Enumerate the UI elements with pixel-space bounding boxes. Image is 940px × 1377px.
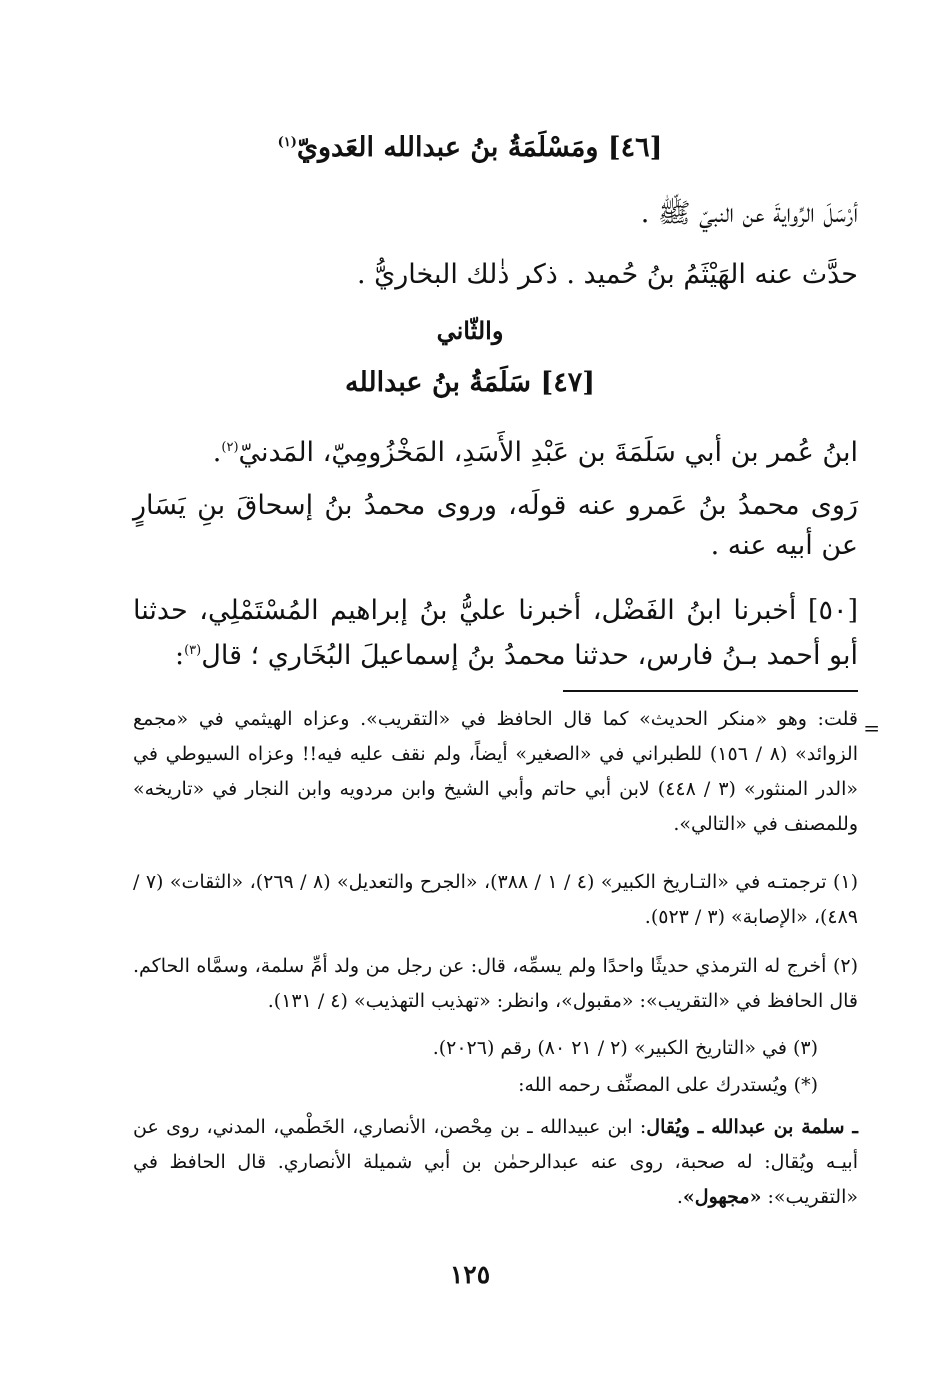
footnote-continuation-marker: = — [863, 716, 880, 740]
narration-50-text: [٥٠] أخبرنا ابنُ الفَضْل، أخبرنا عليُّ بنُ إبراهيم المُسْتَمْلِي، حدثنا أبو أحمد بـنُ فارس، حدثنا محمدُ بنُ إسماعيلَ البُخَاري ؛ قال — [133, 595, 858, 671]
footnote-1: (١) ترجمتـه في «التـاريخ الكبير» (٤ / ١ / ٣٨٨)، «الجرح والتعديل» (٨ / ٢٦٩)، «الثقات» (٧ / ٤٨٩)، «الإصابة» (٣ / ٥٢٣). — [133, 871, 859, 928]
footnote-2: (٢) أخرج له الترمذي حديثًا واحدًا ولم يسمِّه، قال: عن رجل من ولد أمِّ سلمة، وسمَّاه الحاكم. قال الحافظ في «التقريب»: «مقبول»، وانظر: «تهذيب التهذيب» (٤ / ١٣١). — [133, 955, 858, 1012]
footnote-ref-1: (١) — [277, 135, 297, 150]
entry-47-lineage: ابنُ عُمر بن أبي سَلَمَةَ بن عَبْدِ الأَسَدِ، المَخْزُومِيّ، المَدنيّ — [238, 437, 858, 468]
entry-47-line-end: . — [212, 437, 222, 468]
addendum-entry — [133, 1110, 858, 1215]
page-number: ١٢٥ — [449, 1260, 491, 1289]
entry-46-title: [٤٦] ومَسْلَمَةُ بنُ عبدالله العَدويّ — [296, 132, 663, 163]
addendum-entry-text: : ابن عبيدالله ـ بن مِحْصن، الأنصاري، الخَطْمي، المدني، روى عن أبيـه ويُقال: له صحبة، روى عنه عبدالرحمٰن بن أبي شميلة الأنصاري. قال الحافظ في «التقريب»: — [133, 1116, 858, 1208]
footnote-continuation: قلت: وهو «منكر الحديث» كما قال الحافظ في «التقريب». وعزاه الهيثمي في «مجمع الزوائد» (٨ / ١٥٦) للطبراني في «الصغير» أيضاً، ولم نقف عليه فيه!! وعزاه السيوطي في «الدر المنثور» (٣ / ٤٤٨) لابن أبي حاتم وأبي الشيخ وابن مردويه وابن النجار في «تاريخه» وللمصنف في «التالي». — [133, 708, 859, 835]
addendum-entry-grade: «مجهول» — [682, 1186, 762, 1208]
narration-50-end: : — [174, 640, 185, 671]
addendum-note: (*) ويُستدرك على المصنِّف رحمه الله: — [518, 1074, 818, 1096]
entry-47-heading: [٤٧] سَلَمَةُ بنُ عبدالله — [344, 367, 596, 398]
addendum-entry-end: . — [676, 1186, 683, 1208]
entry-46-line-1: أرْسَلَ الرِّوايةَ عن النبيّ ﷺ . — [640, 198, 858, 229]
entry-46-heading — [0, 132, 940, 163]
entry-46-line-2: حدَّث عنه الهَيْثَمُ بنُ حُميد . ذكر ذٰلك البخاريُّ . — [356, 259, 858, 290]
footnote-3: (٣) في «التاريخ الكبير» (٢ / ٢١ ٨٠) رقم (٢٠٢٦). — [432, 1037, 818, 1059]
narration-50-paragraph — [133, 591, 858, 676]
footnote-ref-2: (٢) — [221, 440, 239, 455]
footnote-ref-3: (٣) — [184, 643, 202, 658]
entry-47-paragraph: رَوى محمدُ بنُ عَمرو عنه قولَه، وروى محمدُ بنُ إسحاقَ بنِ يَسَارٍ عن أبيه عنه . — [133, 490, 859, 561]
addendum-entry-name: ـ سلمة بن عبدالله ـ ويُقال — [646, 1116, 858, 1138]
entry-47-line-1 — [133, 428, 858, 473]
footnote-separator — [563, 690, 858, 692]
second-label: والثّاني — [436, 316, 504, 345]
